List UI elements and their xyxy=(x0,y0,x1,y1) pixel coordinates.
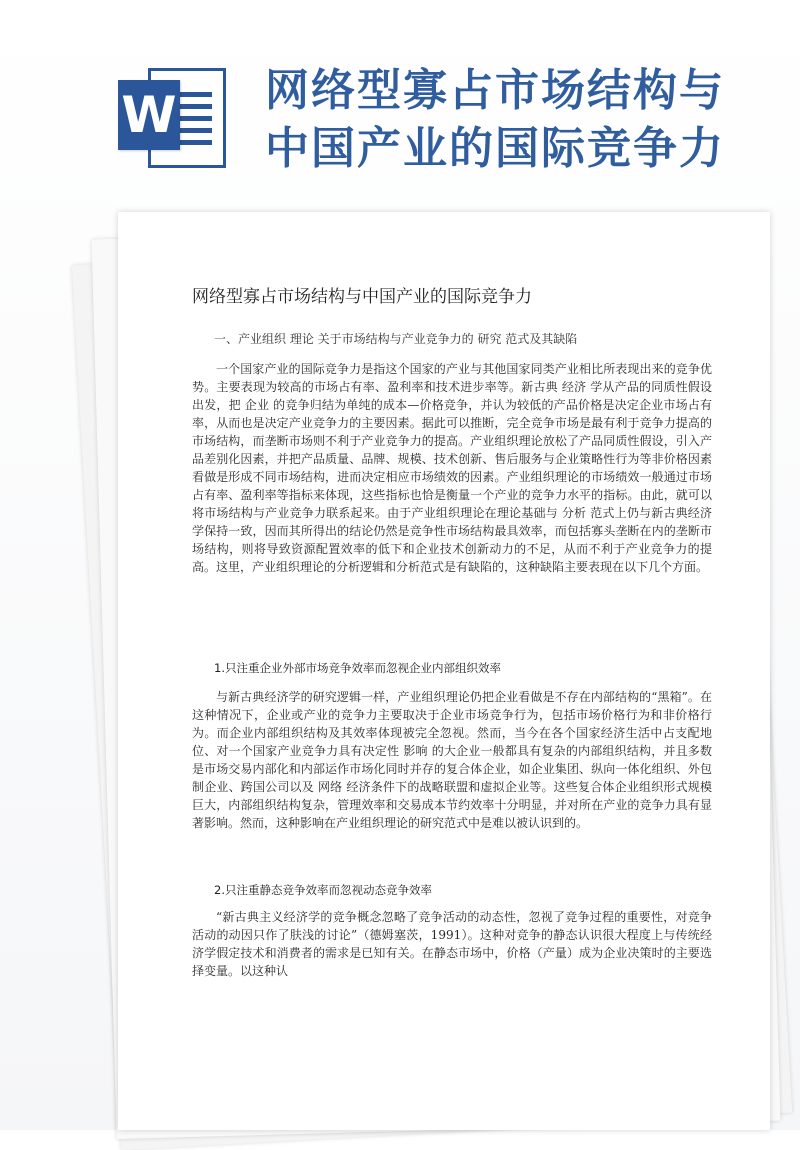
paragraph-2: 与新古典经济学的研究逻辑一样，产业组织理论仍把企业看做是不存在内部结构的“黑箱”。在这种情况下，企业或产业的竞争力主要取决于企业市场竞争行为，包括市场价格行为和非价格行为。而企业内部组织结构及其效率体现被完全忽视。然而，当今在各个国家经济生活中占支配地位、对一个国家产业竞争力具有决定性 影响 的大企业一般都具有复杂的内部组织结构，并且多数是市场交易内部化和内部运作市场化同时并存的复合体企业，如企业集团、纵向一体化组织、外包制企业、跨国公司以及 网络 经济条件下的战略联盟和虚拟企业等。这些复合体企业组织形式规模巨大，内部组织结构复杂，管理效率和交易成本节约效率十分明显，并对所在产业的竞争力具有显著影响。然而，这种影响在产业组织理论的研究范式中是难以被认识到的。 xyxy=(192,690,712,830)
document-page xyxy=(118,212,770,1130)
word-document-icon xyxy=(118,58,228,178)
banner-title-line1: 网络型寡占市场结构与 xyxy=(265,65,725,116)
banner-title-line2: 中国产业的国际竞争力 xyxy=(265,123,725,174)
banner xyxy=(0,0,800,200)
subheading-2: 2.只注重静态竞争效率而忽视动态竞争效率 xyxy=(214,883,432,897)
subheading-1: 1.只注重企业外部市场竞争效率而忽视企业内部组织效率 xyxy=(214,661,501,675)
paragraph-3: “新古典主义经济学的竞争概念忽略了竞争活动的动态性，忽视了竞争过程的重要性，对竞争活动的动因只作了肤浅的讨论”（德姆塞茨，1991）。这种对竞争的静态认识很大程度上与传统经济学假定技术和消费者的需求是已知有关。在静态市场中，价格（产量）成为企业决策时的主要选择变量。以这种认 xyxy=(192,910,712,978)
banner-title xyxy=(265,62,785,178)
word-icon-letter: W xyxy=(118,80,180,150)
section-heading: 一、产业组织 理论 关于市场结构与产业竞争力的 研究 范式及其缺陷 xyxy=(214,332,578,346)
document-title: 网络型寡占市场结构与中国产业的国际竞争力 xyxy=(192,287,532,307)
paragraph-1: 一个国家产业的国际竞争力是指这个国家的产业与其他国家同类产业相比所表现出来的竞争优势。主要表现为较高的市场占有率、盈利率和技术进步率等。新古典 经济 学从产品的同质性假设出发，把 企业 的竞争归结为单纯的成本—价格竞争，并认为较低的产品价格是决定企业市场占有率，从而也是决定产业竞争力的主要因素。据此可以推断，完全竞争市场是最有利于竞争力提高的市场结构，而垄断市场则不利于产业竞争力的提高。产业组织理论放松了产品同质性假设，引入产品差别化因素，并把产品质量、品牌、规模、技术创新、售后服务与企业策略性行为等非价格因素看做是形成不同市场结构，进而决定相应市场绩效的因素。产业组织理论的市场绩效一般通过市场占有率、盈利率等指标来体现，这些指标也恰是衡量一个产业的竞争力水平的指标。由此，就可以将市场结构与产业竞争力联系起来。由于产业组织理论在理论基础与 分析 范式上仍与新古典经济学保持一致，因而其所得出的结论仍然是竞争性市场结构最具效率，而包括寡头垄断在内的垄断市场结构，则将导致资源配置效率的低下和企业技术创新动力的不足，从而不利于产业竞争力的提高。这里，产业组织理论的分析逻辑和分析范式是有缺陷的，这种缺陷主要表现在以下几个方面。 xyxy=(192,362,712,574)
